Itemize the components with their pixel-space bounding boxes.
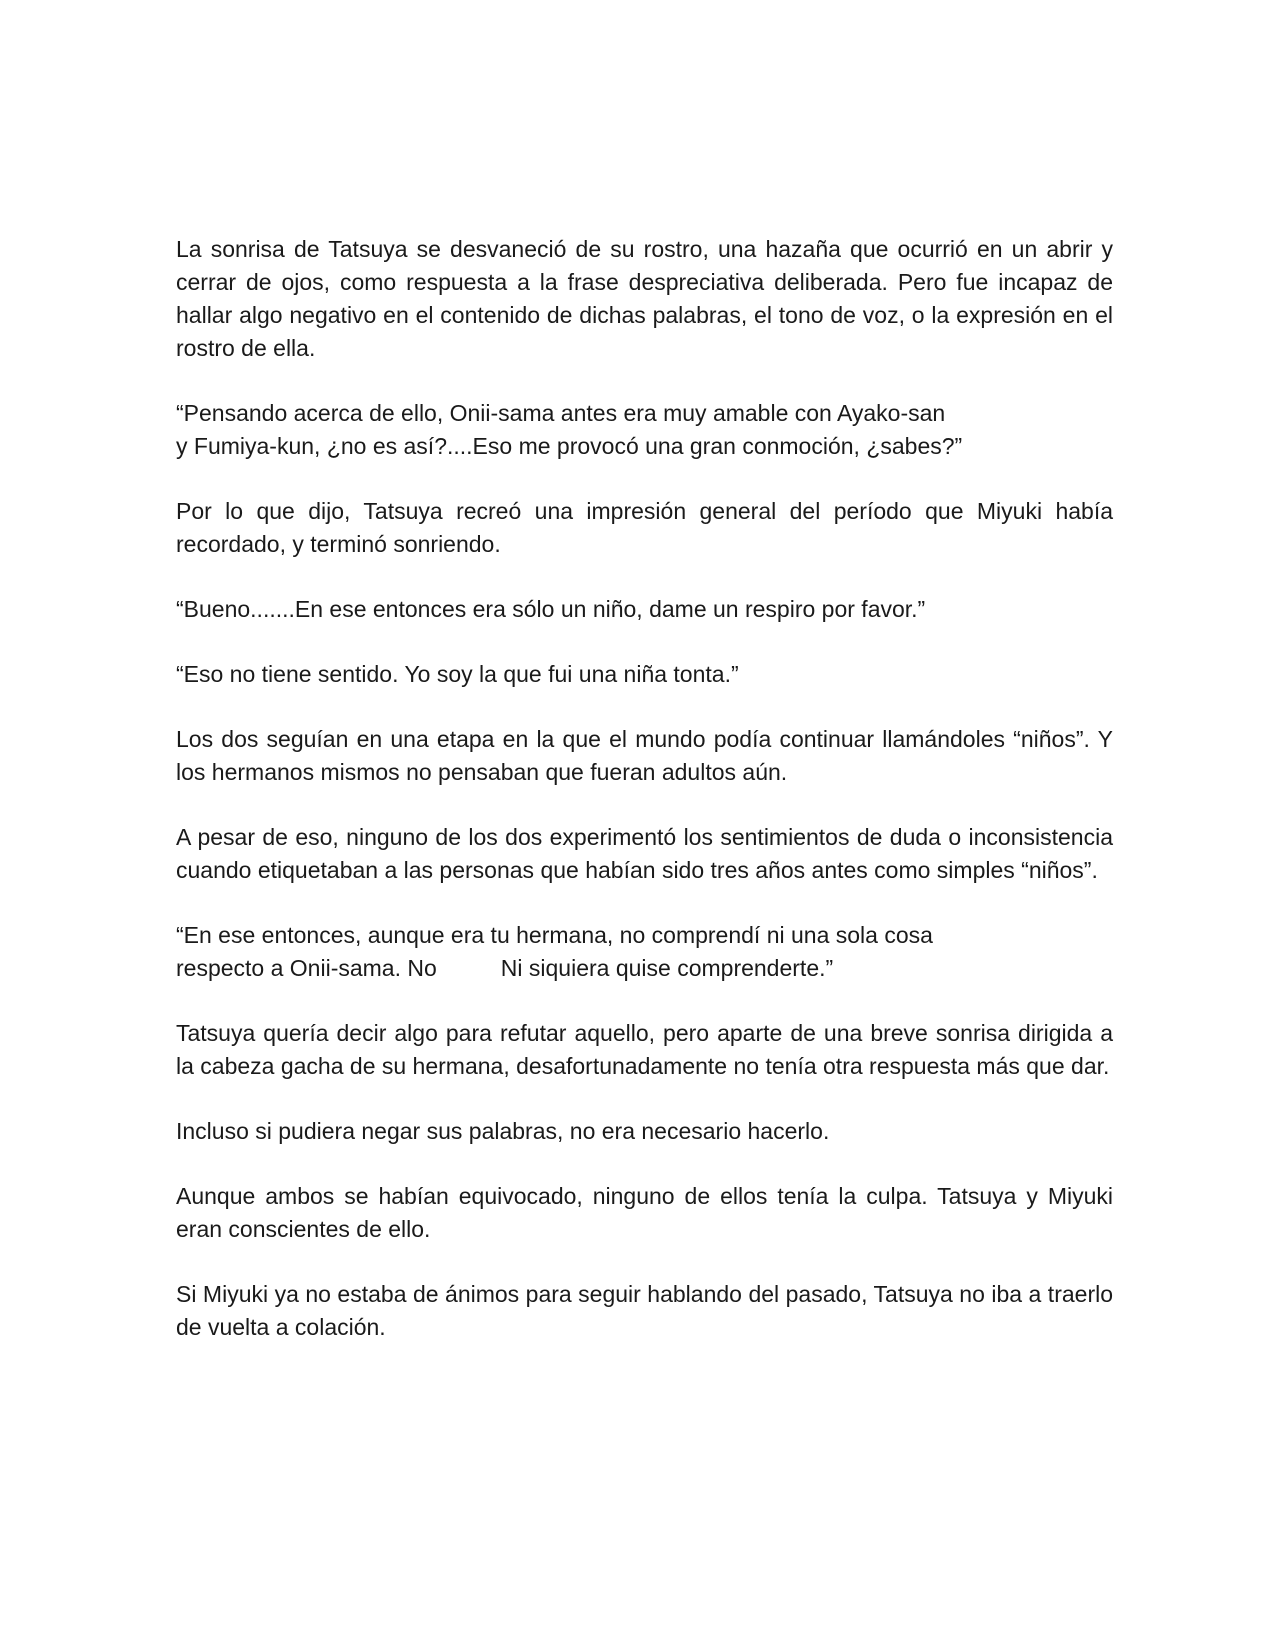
paragraph-8-fragment-b: Ni siquiera quise comprenderte.” xyxy=(500,955,834,981)
paragraph-8 xyxy=(176,919,1113,985)
paragraph-8-line-2 xyxy=(176,952,1113,985)
paragraph-8-fragment-a: respecto a Onii-sama. No xyxy=(176,955,437,981)
paragraph-10: Incluso si pudiera negar sus palabras, no era necesario hacerlo. xyxy=(176,1118,830,1144)
paragraph-6: Los dos seguían en una etapa en la que el mundo podía continuar llamándoles “niños”. Y los hermanos mismos no pensaban que fueran adultos aún. xyxy=(176,726,1113,785)
paragraph-12: Si Miyuki ya no estaba de ánimos para seguir hablando del pasado, Tatsuya no iba a traerlo de vuelta a colación. xyxy=(176,1281,1113,1340)
paragraph-9: Tatsuya quería decir algo para refutar aquello, pero aparte de una breve sonrisa dirigida a la cabeza gacha de su hermana, desafortunadamente no tenía otra respuesta más que dar. xyxy=(176,1020,1113,1079)
page-body xyxy=(176,233,1113,1376)
paragraph-7: A pesar de eso, ninguno de los dos experimentó los sentimientos de duda o inconsistencia cuando etiquetaban a las personas que habían sido tres años antes como simples “niños”. xyxy=(176,824,1113,883)
paragraph-2-line-1: “Pensando acerca de ello, Onii-sama antes era muy amable con Ayako-san xyxy=(176,400,946,426)
paragraph-2 xyxy=(176,397,1113,463)
paragraph-5: “Eso no tiene sentido. Yo soy la que fui una niña tonta.” xyxy=(176,661,739,687)
paragraph-3: Por lo que dijo, Tatsuya recreó una impresión general del período que Miyuki había recordado, y terminó sonriendo. xyxy=(176,498,1113,557)
paragraph-11: Aunque ambos se habían equivocado, ninguno de ellos tenía la culpa. Tatsuya y Miyuki eran conscientes de ello. xyxy=(176,1183,1113,1242)
paragraph-8-line-1: “En ese entonces, aunque era tu hermana, no comprendí ni una sola cosa xyxy=(176,922,933,948)
paragraph-2-line-2: y Fumiya-kun, ¿no es así?....Eso me provocó una gran conmoción, ¿sabes?” xyxy=(176,433,963,459)
paragraph-1: La sonrisa de Tatsuya se desvaneció de su rostro, una hazaña que ocurrió en un abrir y cerrar de ojos, como respuesta a la frase despreciativa deliberada. Pero fue incapaz de hallar algo negativo en el contenido de dichas palabras, el tono de voz, o la expresión en el rostro de ella. xyxy=(176,236,1113,361)
paragraph-4: “Bueno.......En ese entonces era sólo un niño, dame un respiro por favor.” xyxy=(176,596,926,622)
